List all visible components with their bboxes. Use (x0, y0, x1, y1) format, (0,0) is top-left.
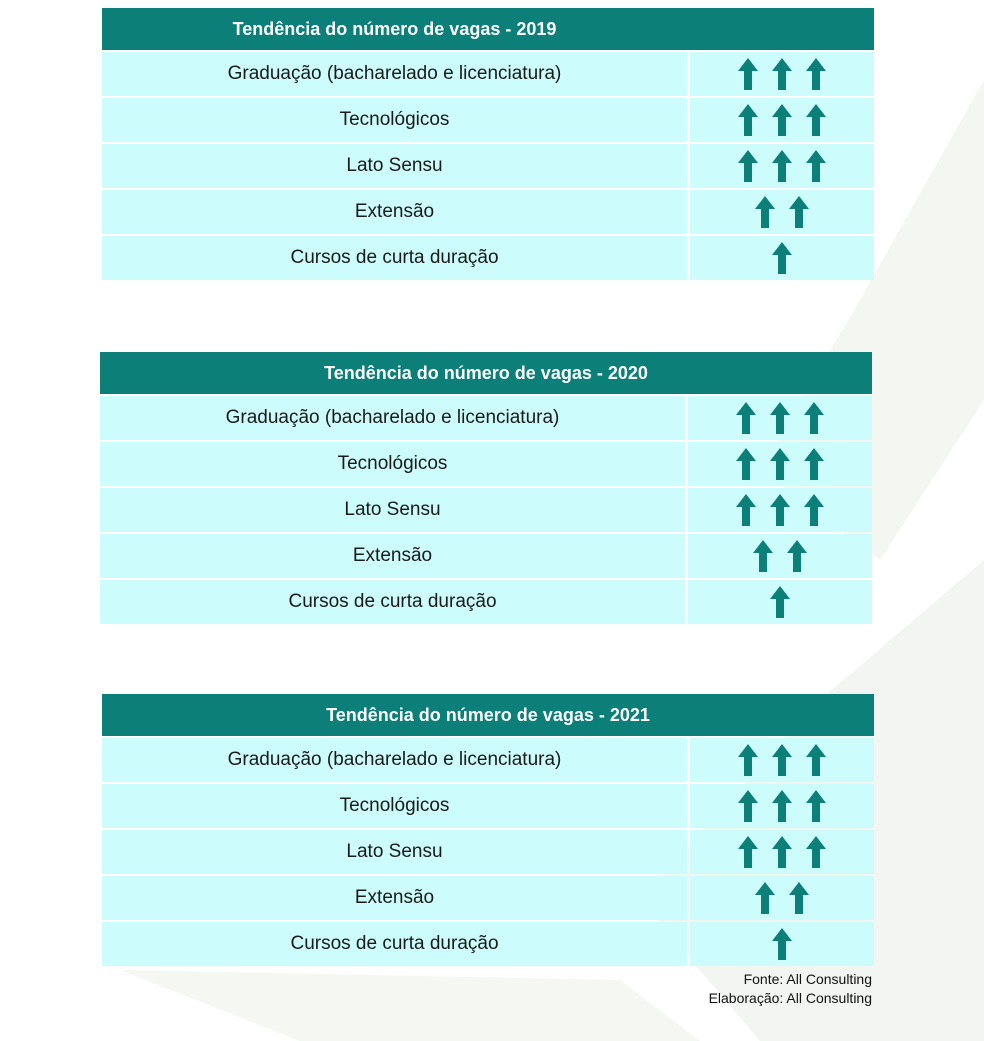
arrow-up-icon (804, 402, 824, 434)
arrow-up-icon (736, 402, 756, 434)
arrow-up-icon (806, 836, 826, 868)
table-row (100, 488, 872, 532)
table-rows (102, 738, 874, 966)
table-2020 (100, 352, 872, 626)
row-label: Extensão (102, 876, 687, 920)
row-label: Cursos de curta duração (102, 922, 687, 966)
source-note (709, 970, 872, 1008)
arrow-up-icon (738, 836, 758, 868)
table-row (102, 922, 874, 966)
table-header (102, 8, 874, 50)
row-label: Tecnológicos (102, 784, 687, 828)
table-title: Tendência do número de vagas - 2020 (324, 363, 648, 383)
arrow-up-icon (806, 104, 826, 136)
row-label: Graduação (bacharelado e licenciatura) (102, 738, 687, 782)
trend-arrows (690, 144, 874, 188)
source-fonte: Fonte: All Consulting (743, 971, 872, 987)
arrow-up-icon (806, 58, 826, 90)
arrow-up-icon (772, 790, 792, 822)
arrow-up-icon (806, 150, 826, 182)
row-label: Lato Sensu (102, 144, 687, 188)
table-row (102, 738, 874, 782)
arrow-up-icon (772, 58, 792, 90)
table-row (102, 784, 874, 828)
arrow-up-icon (753, 540, 773, 572)
table-row (102, 98, 874, 142)
row-label: Cursos de curta duração (100, 580, 685, 624)
arrow-up-icon (804, 494, 824, 526)
trend-arrows (688, 396, 872, 440)
arrow-up-icon (738, 58, 758, 90)
trend-arrows (688, 580, 872, 624)
trend-arrows (690, 98, 874, 142)
row-label: Cursos de curta duração (102, 236, 687, 280)
trend-arrows (688, 488, 872, 532)
arrow-up-icon (804, 448, 824, 480)
table-header (100, 352, 872, 394)
trend-arrows (690, 784, 874, 828)
trend-arrows (688, 442, 872, 486)
arrow-up-icon (772, 928, 792, 960)
table-row (102, 52, 874, 96)
table-row (102, 830, 874, 874)
table-rows (100, 396, 872, 624)
table-row (100, 442, 872, 486)
arrow-up-icon (770, 494, 790, 526)
table-header (102, 694, 874, 736)
table-rows (102, 52, 874, 280)
arrow-up-icon (770, 586, 790, 618)
row-label: Lato Sensu (102, 830, 687, 874)
trend-arrows (690, 738, 874, 782)
arrow-up-icon (787, 540, 807, 572)
row-label: Extensão (102, 190, 687, 234)
arrow-up-icon (738, 744, 758, 776)
trend-arrows (690, 876, 874, 920)
trend-arrows (688, 534, 872, 578)
arrow-up-icon (738, 150, 758, 182)
arrow-up-icon (770, 402, 790, 434)
arrow-up-icon (736, 494, 756, 526)
table-row (102, 190, 874, 234)
table-row (100, 534, 872, 578)
row-label: Graduação (bacharelado e licenciatura) (102, 52, 687, 96)
table-2019 (102, 8, 874, 282)
trend-arrows (690, 52, 874, 96)
row-label: Extensão (100, 534, 685, 578)
arrow-up-icon (806, 790, 826, 822)
arrow-up-icon (772, 104, 792, 136)
arrow-up-icon (738, 104, 758, 136)
arrow-up-icon (770, 448, 790, 480)
arrow-up-icon (755, 882, 775, 914)
arrow-up-icon (772, 150, 792, 182)
trend-arrows (690, 830, 874, 874)
trend-arrows (690, 922, 874, 966)
arrow-up-icon (789, 196, 809, 228)
table-2021 (102, 694, 874, 968)
row-label: Lato Sensu (100, 488, 685, 532)
arrow-up-icon (806, 744, 826, 776)
trend-arrows (690, 236, 874, 280)
arrow-up-icon (738, 790, 758, 822)
table-title: Tendência do número de vagas - 2019 (232, 19, 557, 39)
table-row (100, 396, 872, 440)
arrow-up-icon (772, 744, 792, 776)
arrow-up-icon (772, 836, 792, 868)
table-row (102, 236, 874, 280)
arrow-up-icon (772, 242, 792, 274)
table-row (100, 580, 872, 624)
table-title: Tendência do número de vagas - 2021 (326, 705, 650, 725)
table-row (102, 876, 874, 920)
arrow-up-icon (789, 882, 809, 914)
row-label: Graduação (bacharelado e licenciatura) (100, 396, 685, 440)
arrow-up-icon (755, 196, 775, 228)
table-row (102, 144, 874, 188)
trend-arrows (690, 190, 874, 234)
row-label: Tecnológicos (100, 442, 685, 486)
arrow-up-icon (736, 448, 756, 480)
row-label: Tecnológicos (102, 98, 687, 142)
source-elaboracao: Elaboração: All Consulting (708, 990, 872, 1006)
